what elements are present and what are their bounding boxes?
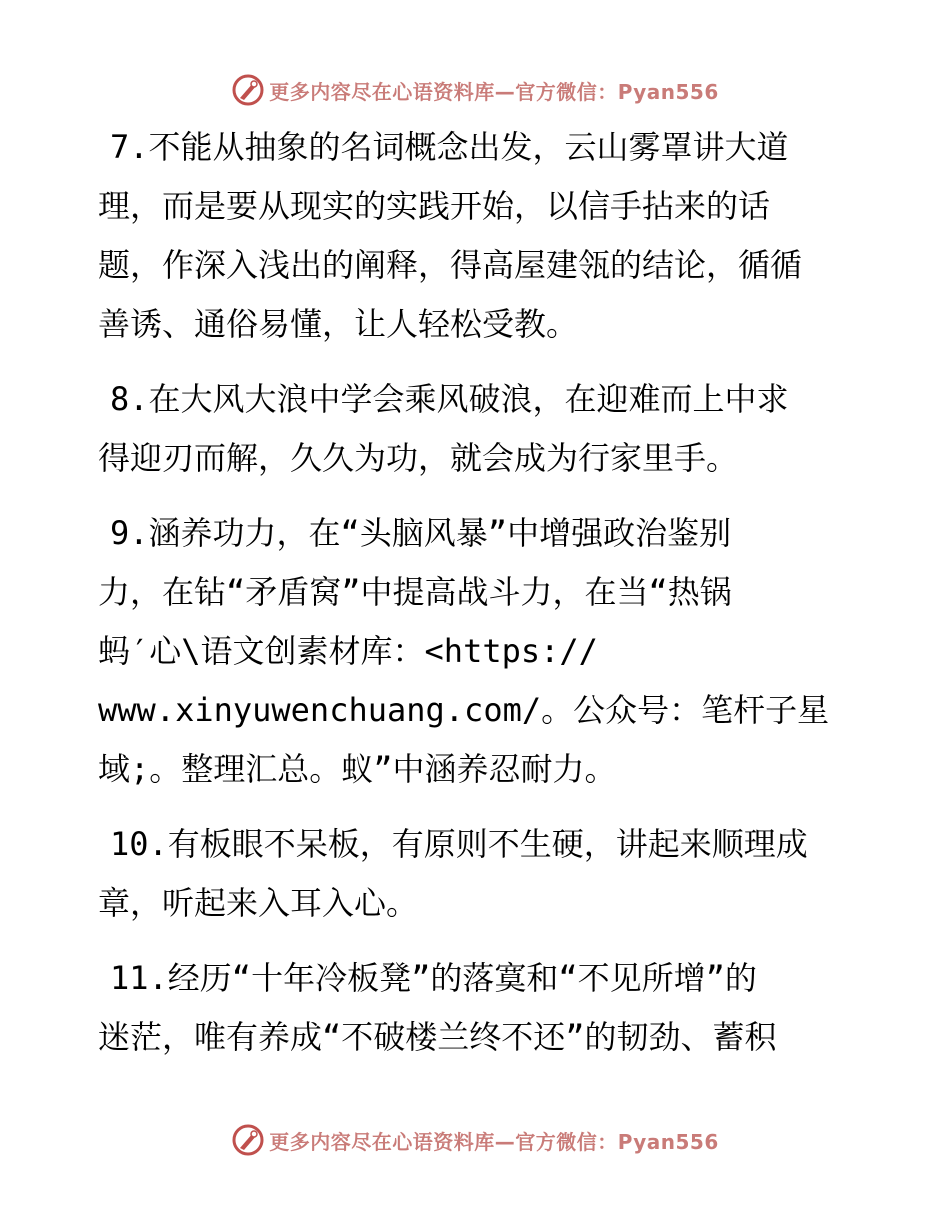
banner-text: 更多内容尽在心语资料库—官方微信：Pyan556 [269,79,719,104]
text-line: 题，作深入浅出的阐释，得高屋建瓴的结论，循循 [98,246,803,284]
paragraph-9 [98,504,858,799]
document-body [98,118,858,1083]
paragraph-7 [98,118,858,354]
banner-text: 更多内容尽在心语资料库—官方微信：Pyan556 [269,1129,719,1154]
text-line: www.xinyuwenchuang.com/。公众号：笔杆子星 [98,691,830,729]
text-line: 善诱、通俗易懂，让人轻松受教。 [98,305,579,343]
text-line: 9.涵养功力，在“头脑风暴”中增强政治鉴别 [110,514,732,552]
text-line: 8.在大风大浪中学会乘风破浪，在迎难而上中求 [110,380,789,418]
text-line: 力，在钻“矛盾窝”中提高战斗力，在当“热锅 [98,573,732,611]
text-line: 理，而是要从现实的实践开始，以信手拈来的话 [98,187,771,225]
text-line: 域;。整理汇总。蚁”中涵养忍耐力。 [98,750,617,788]
text-line: 10.有板眼不呆板，有原则不生硬，讲起来顺理成 [110,825,808,863]
header-banner [0,70,950,110]
text-line: 蚂′心\语文创素材库：<https:// [98,632,598,670]
text-line: 得迎刃而解，久久为功，就会成为行家里手。 [98,439,739,477]
footer-banner [0,1120,950,1160]
text-line: 迷茫，唯有养成“不破楼兰终不还”的韧劲、蓄积 [98,1018,777,1056]
text-line: 7.不能从抽象的名词概念出发，云山雾罩讲大道 [110,128,789,166]
paragraph-11 [98,949,858,1067]
text-line: 11.经历“十年冷板凳”的落寞和“不见所增”的 [110,959,757,997]
quill-circle-logo-icon [231,1123,265,1157]
paragraph-10 [98,815,858,933]
paragraph-8 [98,370,858,488]
quill-circle-logo-icon [231,73,265,107]
text-line: 章，听起来入耳入心。 [98,884,419,922]
